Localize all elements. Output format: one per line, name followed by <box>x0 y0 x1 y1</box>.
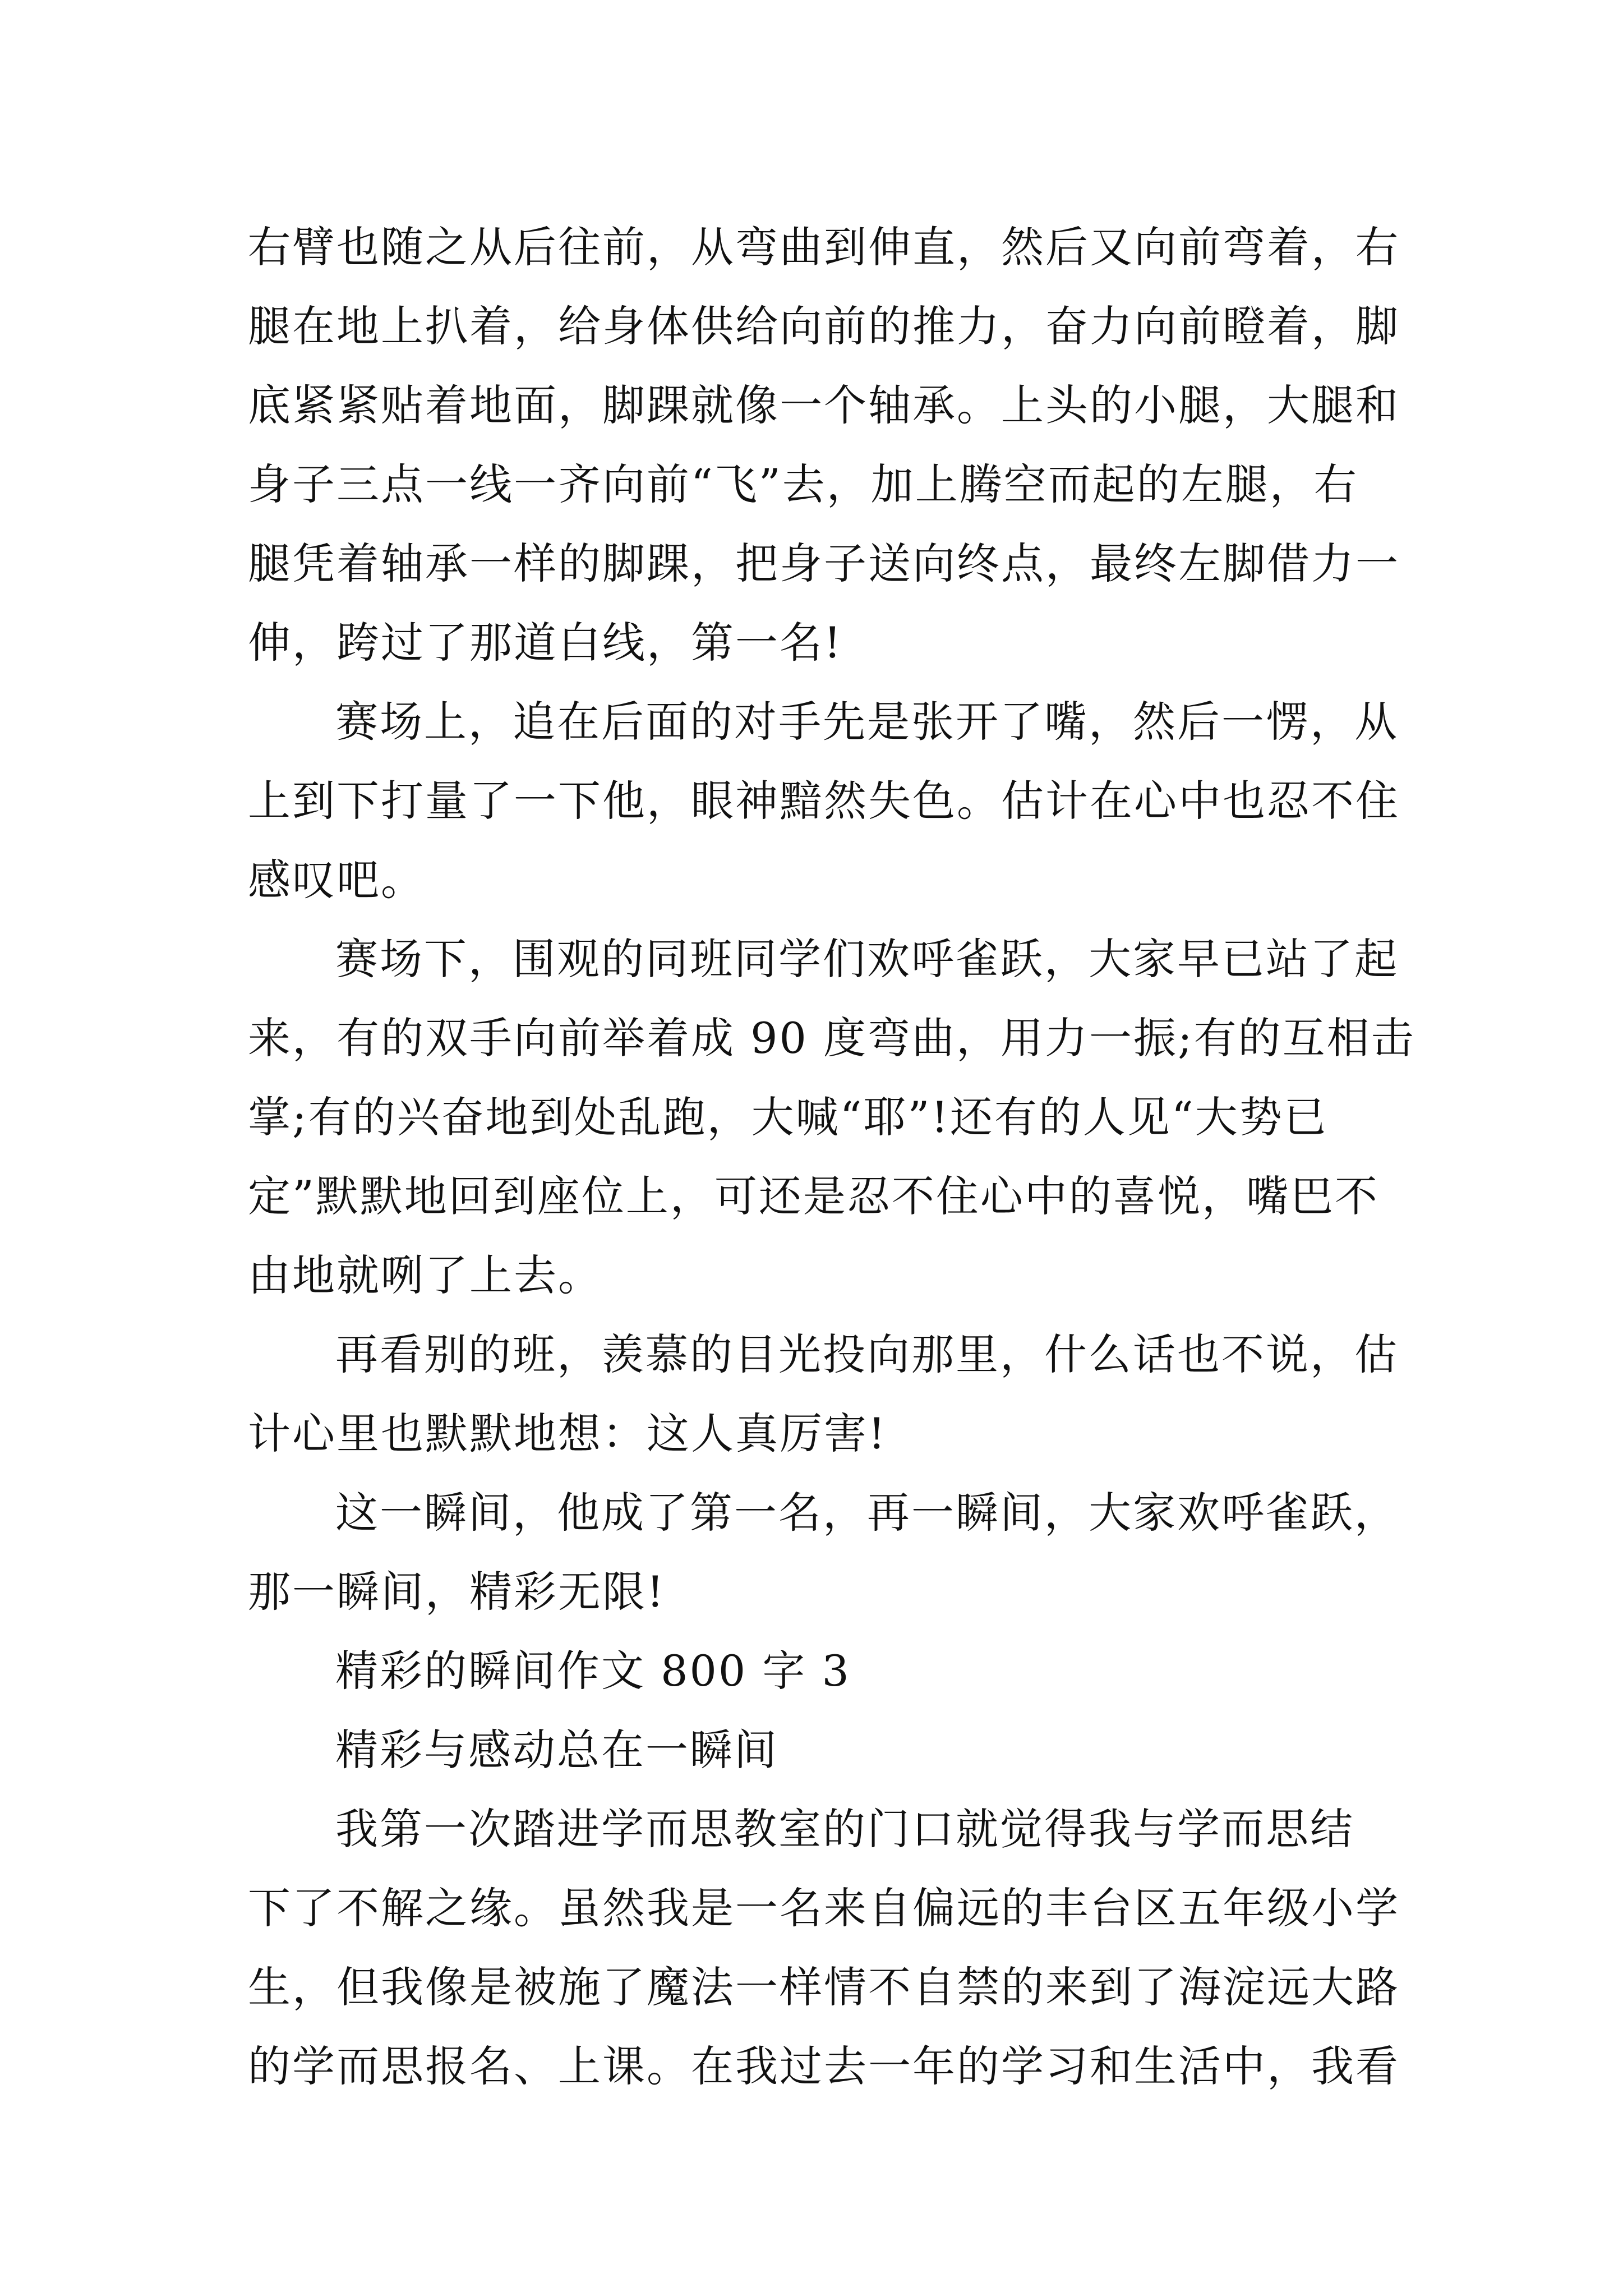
text-line: 下了不解之缘。虽然我是一名来自偏远的丰台区五年级小学 <box>248 1883 1400 1933</box>
text-line: 精彩与感动总在一瞬间 <box>335 1725 778 1775</box>
text-line: 再看别的班，羡慕的目光投向那里，什么话也不说，估 <box>335 1329 1399 1379</box>
text-line: 右臂也随之从后往前，从弯曲到伸直，然后又向前弯着，右 <box>248 222 1400 272</box>
text-line: 这一瞬间，他成了第一名，再一瞬间，大家欢呼雀跃， <box>335 1488 1399 1538</box>
text-line: 身子三点一线一齐向前“飞”去，加上腾空而起的左腿，右 <box>248 459 1358 509</box>
text-line: 那一瞬间，精彩无限! <box>248 1567 666 1617</box>
text-line: 我第一次踏进学而思教室的门口就觉得我与学而思结 <box>335 1804 1354 1854</box>
text-line: 底紧紧贴着地面，脚踝就像一个轴承。上头的小腿，大腿和 <box>248 380 1400 430</box>
text-line: 赛场下，围观的同班同学们欢呼雀跃，大家早已站了起 <box>335 934 1399 984</box>
text-line: 腿凭着轴承一样的脚踝，把身子送向终点，最终左脚借力一 <box>248 539 1400 588</box>
body-text <box>248 208 1415 2106</box>
text-line: 计心里也默默地想：这人真厉害! <box>248 1409 887 1458</box>
text-line: 由地就咧了上去。 <box>248 1250 602 1300</box>
text-line: 生，但我像是被施了魔法一样情不自禁的来到了海淀远大路 <box>248 1962 1400 2012</box>
text-line: 赛场上，追在后面的对手先是张开了嘴，然后一愣，从 <box>335 697 1399 747</box>
text-line: 的学而思报名、上课。在我过去一年的学习和生活中，我看 <box>248 2041 1400 2091</box>
text-line: 上到下打量了一下他，眼神黯然失色。估计在心中也忍不住 <box>248 776 1400 826</box>
text-line: 感叹吧。 <box>248 855 425 905</box>
text-line: 掌;有的兴奋地到处乱跑，大喊“耶”!还有的人见“大势已 <box>248 1092 1328 1142</box>
text-line: 腿在地上扒着，给身体供给向前的推力，奋力向前瞪着，脚 <box>248 301 1400 351</box>
text-line: 精彩的瞬间作文 800 字 3 <box>335 1646 851 1696</box>
text-line: 来，有的双手向前举着成 90 度弯曲，用力一振;有的互相击 <box>248 1013 1415 1063</box>
text-line: 伸，跨过了那道白线，第一名! <box>248 618 843 668</box>
text-line: 定”默默地回到座位上，可还是忍不住心中的喜悦，嘴巴不 <box>248 1171 1379 1221</box>
